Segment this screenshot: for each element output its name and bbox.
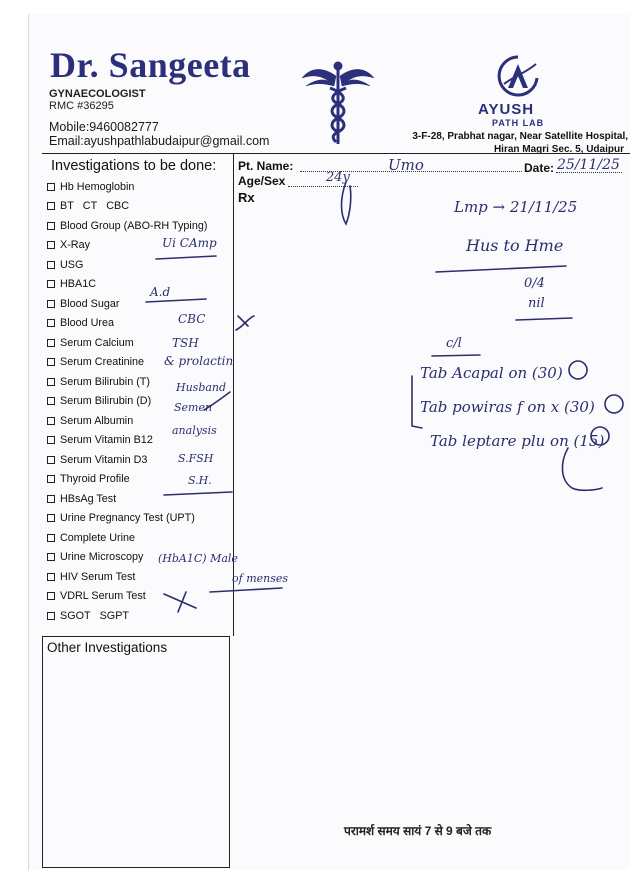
investigations-title: Investigations to be done: (51, 158, 217, 174)
investigation-label: CBC (106, 200, 129, 213)
investigation-label: SGOT (60, 609, 91, 622)
date-value: 25/11/25 (557, 157, 620, 173)
hw-rx-note: nil (528, 296, 545, 311)
other-investigations-title: Other Investigations (47, 640, 168, 655)
investigation-label: HBsAg Test (60, 492, 117, 505)
lab-name: AYUSH (478, 101, 535, 118)
investigation-label: Blood Sugar (60, 297, 120, 310)
hw-note: CBC (178, 312, 206, 326)
investigation-label: Serum Vitamin D3 (60, 453, 148, 466)
hw-rx-note: Tab leptare plu on (15) (430, 432, 605, 450)
doctor-specialty: GYNAECOLOGIST (49, 88, 146, 100)
patient-name-label: Pt. Name: (238, 159, 294, 173)
hw-rx-note: Hus to Hme (466, 236, 564, 255)
rx-label: Rx (238, 190, 255, 205)
investigation-label: Serum Calcium (60, 336, 134, 349)
hw-note: (HbA1C) Male (158, 552, 238, 565)
hw-note: analysis (172, 424, 217, 437)
hw-note: A.d (150, 285, 171, 299)
investigation-label: USG (60, 258, 84, 271)
investigation-label: Serum Bilirubin (D) (60, 395, 152, 408)
investigation-label: SGPT (99, 609, 129, 622)
doctor-rmc: RMC #36295 (49, 100, 114, 112)
patient-name-value: Umo (388, 156, 424, 174)
date-label: Date: (524, 161, 555, 175)
investigation-label: Serum Vitamin B12 (60, 434, 153, 447)
investigation-label: Serum Bilirubin (T) (60, 375, 150, 388)
investigation-label: Serum Albumin (60, 414, 134, 427)
investigation-label: X-Ray (60, 239, 90, 252)
hw-note: S.H. (188, 474, 212, 487)
hw-rx-note: Tab powiras f on x (30) (420, 398, 595, 416)
investigation-label: VDRL Serum Test (60, 590, 146, 603)
investigation-label: CT (82, 200, 98, 213)
doctor-email: Email:ayushpathlabudaipur@gmail.com (49, 134, 270, 148)
hw-note: of menses (232, 572, 289, 585)
investigation-label: BT (60, 200, 74, 213)
age-sex-value: 24y (326, 170, 350, 185)
investigation-label: Urine Microscopy (60, 551, 144, 564)
hw-note: Ui CAmp (162, 236, 217, 250)
investigation-label: Blood Group (ABO-RH Typing) (60, 219, 208, 232)
lab-address-line2: Hiran Magri Sec. 5, Udaipur (493, 144, 624, 155)
investigation-label: HBA1C (60, 278, 97, 291)
investigation-label: Complete Urine (60, 531, 136, 544)
hw-rx-note: c/l (446, 336, 462, 351)
hw-rx-note: Tab Acapal on (30) (420, 364, 563, 382)
investigation-label: Blood Urea (60, 317, 115, 330)
investigation-label: Hb Hemoglobin (60, 180, 135, 193)
lab-subtitle: PATH LAB (492, 118, 545, 128)
doctor-mobile: Mobile:9460082777 (49, 120, 159, 134)
hw-note: S.FSH (178, 452, 214, 465)
investigation-label: Thyroid Profile (60, 473, 130, 486)
hw-note: Husband (176, 381, 227, 394)
hw-note: Semen (174, 401, 213, 414)
hw-rx-note: 0/4 (524, 276, 545, 291)
hw-note: TSH (172, 336, 199, 350)
investigation-label: Urine Pregnancy Test (UPT) (60, 512, 195, 525)
consultation-timing: परामर्श समय सायं 7 से 9 बजे तक (344, 824, 492, 838)
investigation-label: Serum Creatinine (60, 356, 145, 369)
age-sex-label: Age/Sex (238, 174, 286, 188)
hw-rx-note: Lmp → 21/11/25 (454, 198, 578, 216)
hw-note: & prolactin (164, 354, 234, 368)
doctor-name: Dr. Sangeeta (50, 45, 251, 85)
lab-address-line1: 3-F-28, Prabhat nagar, Near Satellite Hospital, (412, 131, 628, 142)
investigation-label: HIV Serum Test (60, 570, 136, 583)
